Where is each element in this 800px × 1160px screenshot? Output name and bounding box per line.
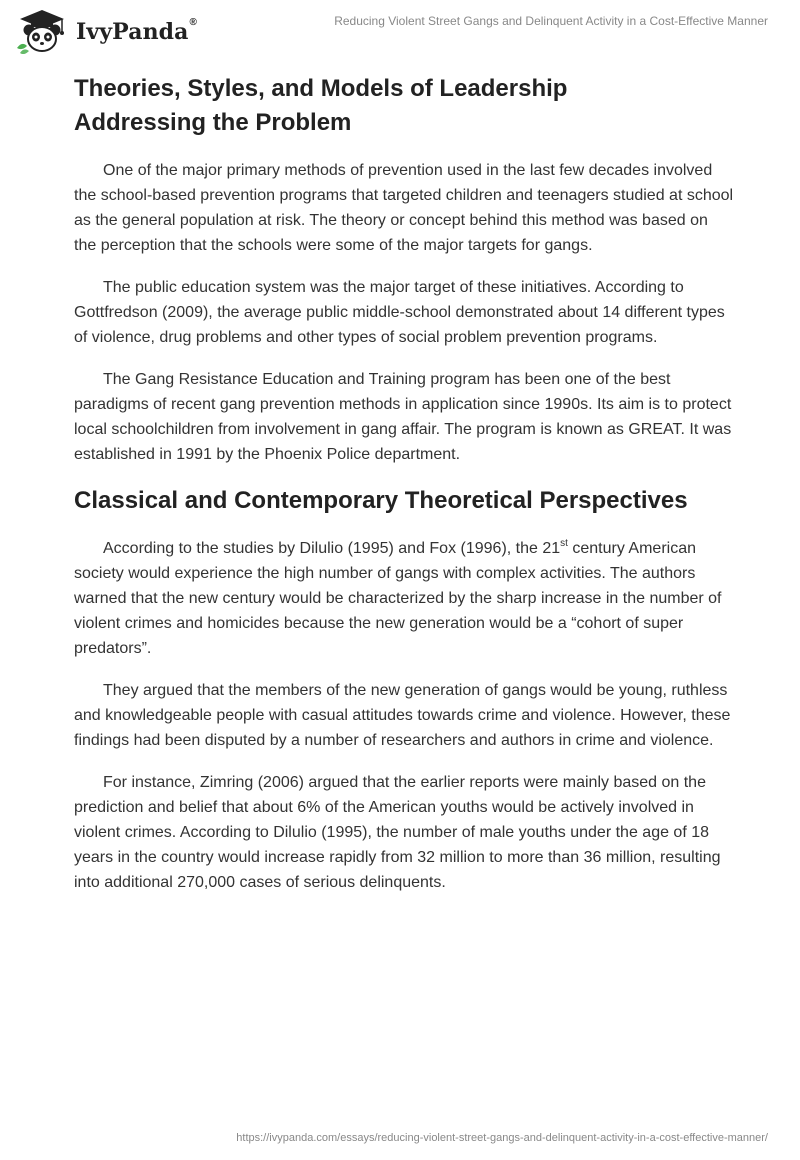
registered-mark: ® (189, 17, 197, 28)
page-header (0, 0, 800, 60)
section-heading-perspectives: Classical and Contemporary Theoretical Perspectives (74, 487, 688, 514)
paragraph-text: century American society would experience the high number of gangs with complex activities. The authors warned that the new century would be characterized by the sharp increase in the number of violent crimes and homicides because the new generation would be a “cohort of super predators”. (74, 540, 722, 657)
paragraph: One of the major primary methods of prevention used in the last few decades involved the school-based prevention programs that targeted children and teenagers studied at school as the general population at risk. The theory or concept behind this method was based on the perception that the schools were some of the major targets for gangs. (74, 162, 734, 254)
article-body (74, 72, 734, 912)
heading-line-1: Theories, Styles, and Models of Leadership (74, 75, 568, 102)
document-title: Reducing Violent Street Gangs and Delinquent Activity in a Cost-Effective Manner (334, 14, 768, 28)
heading-line-2: Addressing the Problem (74, 109, 352, 136)
ordinal-suffix: st (560, 537, 568, 549)
paragraph: The Gang Resistance Education and Training program has been one of the best paradigms of recent gang prevention methods in application since 1990s. Its aim is to protect local schoolchildren from involvement in gang affair. The program is known as GREAT. It was established in 1991 by the Phoenix Police department. (74, 371, 732, 463)
brand-name: IvyPanda® (76, 17, 197, 45)
section-heading-leadership (74, 72, 734, 140)
ivypanda-logo[interactable] (14, 8, 197, 54)
paragraph: The public education system was the major target of these initiatives. According to Gottfredson (2009), the average public middle-school demonstrated about 14 different types of violence, drug problems and other types of social problem prevention programs. (74, 279, 725, 346)
paragraph (74, 536, 734, 661)
paragraph: For instance, Zimring (2006) argued that the earlier reports were mainly based on the prediction and belief that about 6% of the American youths would be actively involved in violent crimes. According to Dilulio (1995), the number of male youths under the age of 18 years in the country would increase rapidly from 32 million to more than 36 million, resulting into additional 270,000 cases of serious delinquents. (74, 774, 721, 891)
panda-graduate-icon (14, 8, 70, 54)
paragraph-text: According to the studies by Dilulio (1995) and Fox (1996), the 21 (103, 540, 561, 557)
paragraph: They argued that the members of the new generation of gangs would be young, ruthless and knowledgeable people with casual attitudes towards crime and violence. However, these findings had been disputed by a number of researchers and authors in crime and violence. (74, 682, 731, 749)
source-url[interactable]: https://ivypanda.com/essays/reducing-violent-street-gangs-and-delinquent-activity-in-a-cost-effective-manner/ (236, 1132, 768, 1144)
